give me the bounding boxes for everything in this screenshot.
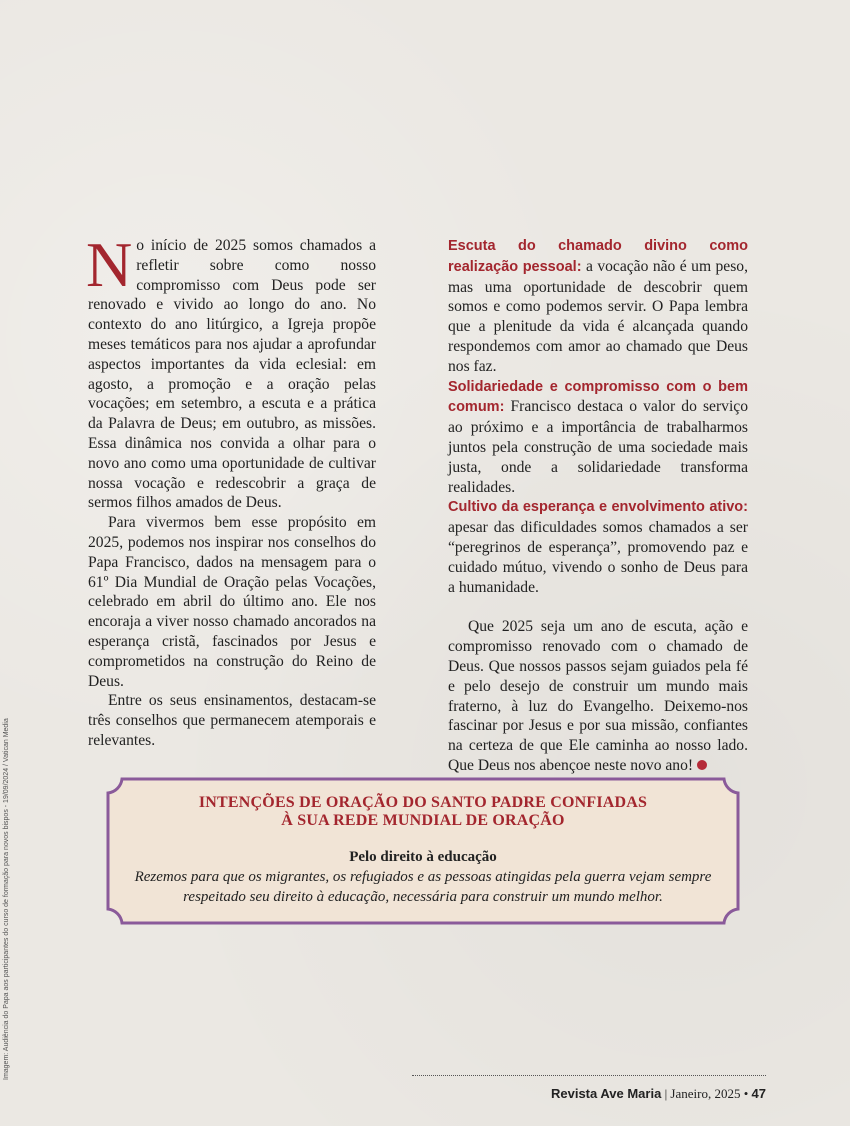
closing-text: Que 2025 seja um ano de escuta, ação e compromisso renovado com o chamado de Deus. Que nossos passos sejam guiados pela fé e pelo desejo de construir um mundo mais fraterno, à luz do Evangelho. Deixemo-nos fascinar por Jesus e por sua missão, confiantes na certeza de que Ele caminha ao nosso lado. Que Deus nos abençoe neste novo ano! xyxy=(448,618,748,774)
magazine-name: Revista Ave Maria xyxy=(550,1086,662,1101)
prayer-intention-box xyxy=(106,777,740,925)
box-text: Rezemos para que os migrantes, os refugiados e as pessoas atingidas pela guerra vejam sempre respeitado seu direito à educação, necessária para construir um mundo melhor. xyxy=(134,869,712,905)
section-heading: Cultivo da esperança e envolvimento ativo: xyxy=(448,499,748,516)
box-subtitle: Pelo direito à educação xyxy=(349,849,497,865)
section-3 xyxy=(448,497,748,597)
section-2 xyxy=(448,377,748,498)
right-column xyxy=(448,236,748,776)
drop-cap: N xyxy=(86,229,133,300)
box-title-line: INTENÇÕES DE ORAÇÃO DO SANTO PADRE CONFIADAS xyxy=(198,794,648,811)
section-text: apesar das dificuldades somos chamados a ser “peregrinos de esperança”, promovendo paz e cuidado mútuo, vivendo o sonho de Deus para a humanidade. xyxy=(448,519,748,596)
footer-separator: | xyxy=(664,1086,668,1101)
section-text: Francisco destaca o valor do serviço ao próximo e a importância de trabalharmos juntos pela construção de uma sociedade mais justa, onde a solidariedade transforma realidades. xyxy=(448,398,748,496)
footer-bullet: • xyxy=(743,1086,749,1101)
paragraph-3: Entre os seus ensinamentos, destacam-se três conselhos que permanecem atemporais e relevantes. xyxy=(88,692,376,749)
box-title-line: À SUA REDE MUNDIAL DE ORAÇÃO xyxy=(281,812,565,829)
box-title xyxy=(106,794,740,830)
issue-date: Janeiro, 2025 xyxy=(670,1086,741,1101)
footer-divider xyxy=(412,1075,766,1076)
end-mark-icon xyxy=(697,760,707,770)
section-text: a vocação não é um peso, mas uma oportunidade de descobrir quem somos e como podemos servir. O Papa lembra que a plenitude da vida é alcançada quando respondemos com amor ao chamado que Deus nos faz. xyxy=(448,257,748,375)
page-number: 47 xyxy=(751,1086,766,1101)
paragraph-2: Para vivermos bem esse propósito em 2025, podemos nos inspirar nos conselhos do Papa Francisco, dados na mensagem para o 61º Dia Mundial de Oração pelas Vocações, celebrado em abril do último ano. Ele nos encoraja a viver nosso chamado ancorados na esperança cristã, fascinados por Jesus e comprometidos na construção do Reino de Deus. xyxy=(88,514,376,690)
left-column xyxy=(86,229,376,751)
image-credit: Imagem: Audiência do Papa aos participantes do curso de formação para novos bispos - 19/09/2024 / Vatican Media xyxy=(3,718,10,1080)
intro-paragraph xyxy=(86,229,376,513)
footer xyxy=(551,1086,766,1102)
closing-paragraph xyxy=(448,617,748,775)
intro-text: o início de 2025 somos chamados a refletir sobre como nosso compromisso com Deus pode ser renovado e vivido ao longo do ano. No contexto do ano litúrgico, a Igreja propõe meses temáticos para nos ajudar a aprofundar aspectos importantes da vida eclesial: em agosto, a promoção e a oração pelas vocações; em setembro, a escuta e a prática da Palavra de Deus; em outubro, as missões. Essa dinâmica nos convida a olhar para o novo ano como uma oportunidade de cultivar nossa vocação e redescobrir a graça de sermos filhos amados de Deus. xyxy=(88,237,376,512)
section-heading: Solidariedade e compromisso com o bem comum: xyxy=(448,378,748,416)
section-1 xyxy=(448,236,748,377)
section-heading: Escuta do chamado divino como realização pessoal: xyxy=(448,238,748,275)
